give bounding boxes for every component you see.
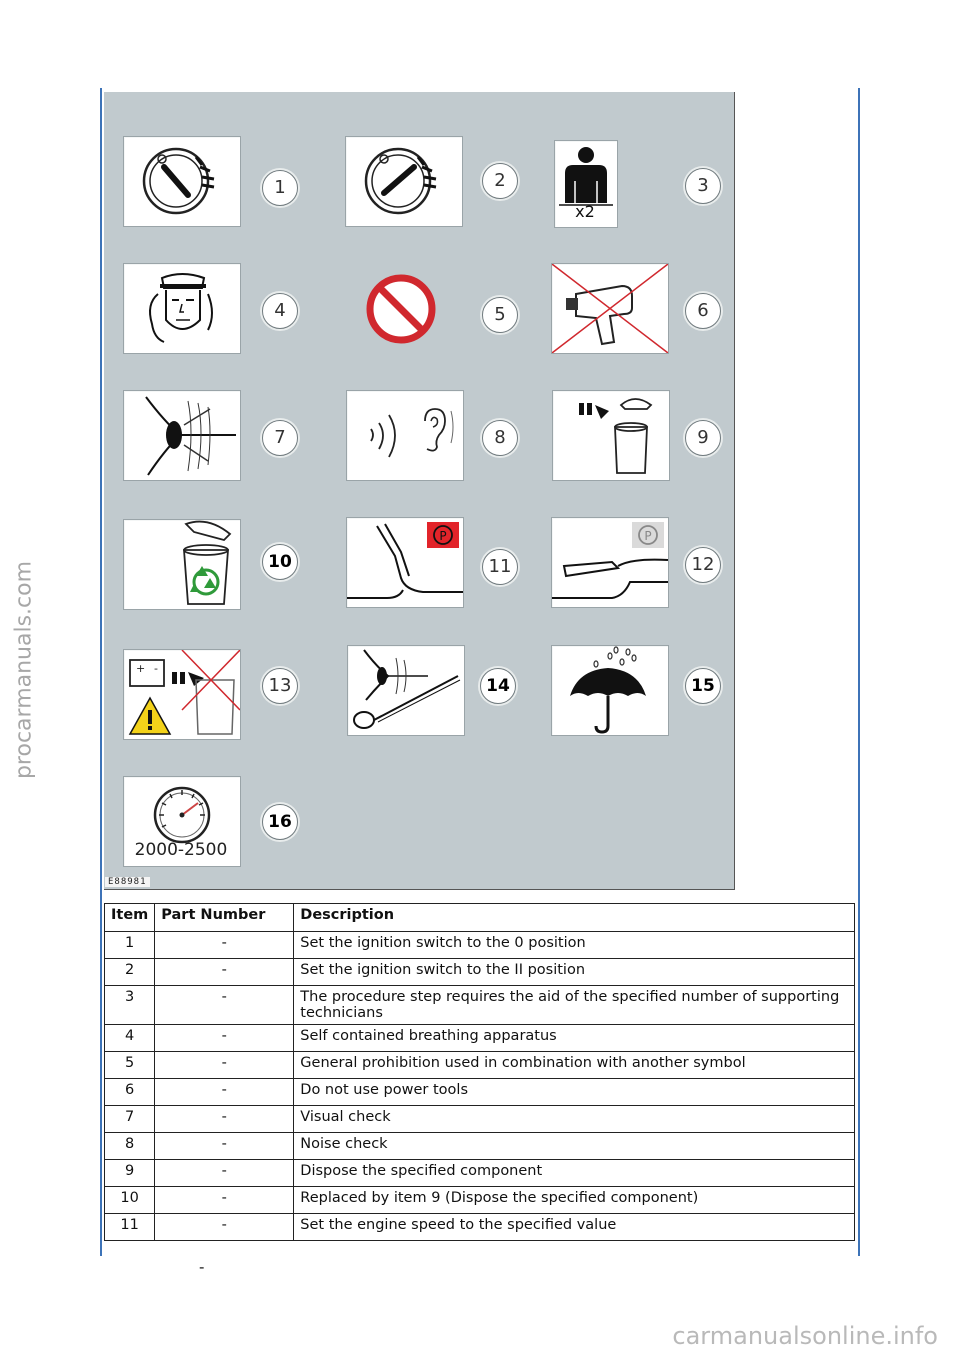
row-description: Replaced by item 9 (Dispose the specified component) bbox=[294, 1187, 855, 1214]
mirror-inspection-icon bbox=[347, 645, 465, 736]
callout-2: 2 bbox=[482, 163, 518, 199]
left-margin-rule bbox=[100, 88, 102, 1256]
row-item: 1 bbox=[105, 932, 155, 959]
recycle-icon bbox=[123, 519, 241, 610]
keep-dry-icon bbox=[551, 645, 669, 736]
row-item: 2 bbox=[105, 959, 155, 986]
row-description: Set the engine speed to the specified value bbox=[294, 1214, 855, 1241]
row-part-number: - bbox=[155, 1133, 294, 1160]
breathing-apparatus-icon bbox=[123, 263, 241, 354]
row-item: 4 bbox=[105, 1025, 155, 1052]
svg-text:P: P bbox=[644, 529, 652, 543]
callout-5: 5 bbox=[482, 297, 518, 333]
row-item: 8 bbox=[105, 1133, 155, 1160]
row-item: 6 bbox=[105, 1079, 155, 1106]
callout-12: 12 bbox=[685, 547, 721, 583]
row-part-number: - bbox=[155, 1052, 294, 1079]
callout-16: 16 bbox=[262, 804, 298, 840]
callout-9: 9 bbox=[685, 420, 721, 456]
row-part-number: - bbox=[155, 1079, 294, 1106]
technicians-caption: x2 bbox=[575, 202, 595, 221]
row-description: Self contained breathing apparatus bbox=[294, 1025, 855, 1052]
table-row bbox=[105, 959, 855, 986]
callout-14: 14 bbox=[480, 668, 516, 704]
row-part-number: - bbox=[155, 1106, 294, 1133]
items-table bbox=[104, 903, 855, 1241]
svg-text:+: + bbox=[136, 662, 146, 675]
row-description: General prohibition used in combination with another symbol bbox=[294, 1052, 855, 1079]
row-part-number: - bbox=[155, 1160, 294, 1187]
table-row bbox=[105, 1106, 855, 1133]
prohibition-icon bbox=[364, 272, 439, 347]
row-item: 3 bbox=[105, 986, 155, 1025]
bottom-watermark: carmanualsonline.info bbox=[672, 1322, 938, 1350]
table-row bbox=[105, 986, 855, 1025]
row-item: 9 bbox=[105, 1160, 155, 1187]
trailing-part-number: - bbox=[199, 1258, 205, 1276]
table-row bbox=[105, 1187, 855, 1214]
row-part-number: - bbox=[155, 959, 294, 986]
header-part-number: Part Number bbox=[155, 904, 294, 932]
row-part-number: - bbox=[155, 986, 294, 1025]
callout-1: 1 bbox=[262, 170, 298, 206]
noise-check-icon bbox=[346, 390, 464, 481]
table-row bbox=[105, 1160, 855, 1187]
row-description: Set the ignition switch to the 0 position bbox=[294, 932, 855, 959]
row-description: Do not use power tools bbox=[294, 1079, 855, 1106]
row-part-number: - bbox=[155, 1187, 294, 1214]
row-part-number: - bbox=[155, 932, 294, 959]
parking-brake-apply-icon bbox=[346, 517, 464, 608]
ignition-on-icon bbox=[345, 136, 463, 227]
parking-brake-release-icon bbox=[551, 517, 669, 608]
table-row bbox=[105, 1214, 855, 1241]
table-row bbox=[105, 1079, 855, 1106]
row-description: Dispose the specified component bbox=[294, 1160, 855, 1187]
table-row bbox=[105, 1052, 855, 1079]
row-item: 11 bbox=[105, 1214, 155, 1241]
header-item: Item bbox=[105, 904, 155, 932]
ignition-off-icon bbox=[123, 136, 241, 227]
table-header-row bbox=[105, 904, 855, 932]
table-row bbox=[105, 1025, 855, 1052]
callout-4: 4 bbox=[262, 293, 298, 329]
row-description: Set the ignition switch to the II position bbox=[294, 959, 855, 986]
callout-11: 11 bbox=[482, 549, 518, 585]
side-watermark: procarmanuals.com bbox=[11, 560, 37, 780]
figure-label: E88981 bbox=[105, 877, 150, 887]
svg-text:-: - bbox=[154, 662, 158, 675]
callout-7: 7 bbox=[262, 420, 298, 456]
engine-speed-caption: 2000-2500 bbox=[134, 840, 228, 860]
table-row bbox=[105, 1133, 855, 1160]
battery-no-dispose-icon bbox=[123, 649, 241, 740]
callout-6: 6 bbox=[685, 293, 721, 329]
row-description: The procedure step requires the aid of the specified number of supporting technicians bbox=[294, 986, 855, 1025]
visual-check-icon bbox=[123, 390, 241, 481]
row-item: 7 bbox=[105, 1106, 155, 1133]
right-margin-rule bbox=[858, 88, 860, 1256]
header-description: Description bbox=[294, 904, 855, 932]
row-description: Noise check bbox=[294, 1133, 855, 1160]
dispose-icon bbox=[552, 390, 670, 481]
row-item: 5 bbox=[105, 1052, 155, 1079]
callout-3: 3 bbox=[685, 168, 721, 204]
no-power-tools-icon bbox=[551, 263, 669, 354]
callout-8: 8 bbox=[482, 420, 518, 456]
row-part-number: - bbox=[155, 1025, 294, 1052]
svg-text:P: P bbox=[439, 529, 447, 543]
row-item: 10 bbox=[105, 1187, 155, 1214]
symbols-figure bbox=[104, 92, 735, 890]
callout-15: 15 bbox=[685, 668, 721, 704]
row-part-number: - bbox=[155, 1214, 294, 1241]
callout-10: 10 bbox=[262, 544, 298, 580]
table-row bbox=[105, 932, 855, 959]
row-description: Visual check bbox=[294, 1106, 855, 1133]
callout-13: 13 bbox=[262, 668, 298, 704]
